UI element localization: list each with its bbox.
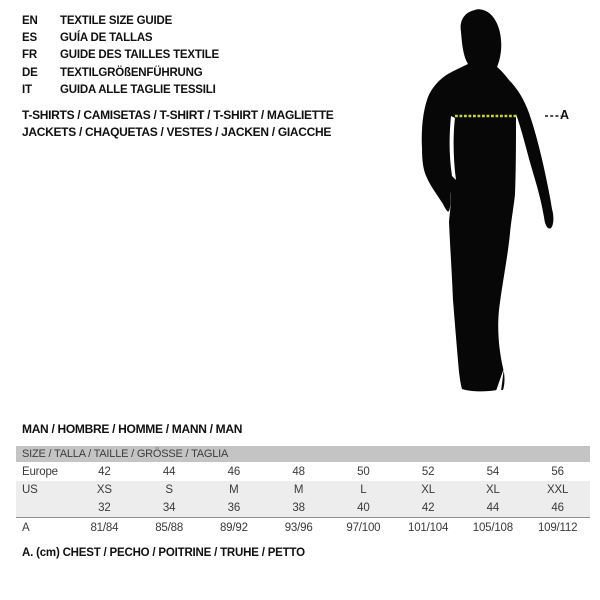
size-value: 56: [551, 465, 564, 478]
size-value: 36: [227, 502, 241, 514]
language-code: FR: [22, 49, 37, 62]
table-row-chest-cm: [16, 517, 590, 537]
size-value: XL: [486, 484, 500, 496]
language-code: IT: [22, 84, 32, 97]
size-value: 101/104: [408, 521, 449, 534]
size-value: 38: [292, 502, 305, 514]
size-table-header: SIZE / TALLA / TAILLE / GRÖSSE / TAGLIA: [16, 446, 590, 462]
size-value: 34: [162, 502, 176, 514]
row-label: US: [22, 484, 38, 496]
size-value: 42: [421, 502, 435, 514]
size-value: 48: [292, 465, 305, 478]
guide-title: GUIDA ALLE TAGLIE TESSILI: [60, 84, 216, 97]
size-value: 93/96: [284, 521, 313, 534]
size-value: 44: [486, 502, 500, 514]
category-line-jackets: JACKETS / CHAQUETAS / VESTES / JACKEN / GIACCHE: [22, 125, 332, 140]
size-value: 81/84: [90, 521, 119, 534]
size-value: 97/100: [346, 521, 381, 534]
guide-title: GUÍA DE TALLAS: [60, 32, 153, 45]
size-value: XXL: [547, 484, 569, 496]
size-value: M: [229, 484, 239, 496]
size-value: 44: [162, 465, 176, 478]
size-value: XS: [96, 484, 112, 496]
size-value: XL: [421, 484, 435, 496]
size-value: L: [360, 484, 367, 496]
language-code: DE: [22, 66, 38, 79]
measurement-a-label: A: [560, 108, 570, 122]
guide-title: TEXTILE SIZE GUIDE: [60, 14, 173, 27]
language-code: ES: [22, 32, 37, 45]
measurement-footnote: A. (cm) CHEST / PECHO / POITRINE / TRUHE / PETTO: [22, 547, 305, 559]
us-size-band: [16, 481, 590, 517]
size-value: S: [165, 484, 173, 496]
size-value: 50: [357, 465, 370, 478]
size-value: 40: [357, 502, 370, 514]
size-value: 105/108: [472, 521, 513, 534]
table-row-europe: [16, 462, 590, 481]
category-line-tshirts: T-SHIRTS / CAMISETAS / T-SHIRT / T-SHIRT / MAGLIETTE: [22, 108, 334, 122]
size-value: 42: [98, 465, 111, 478]
size-value: 46: [551, 502, 564, 514]
row-label: Europe: [22, 465, 58, 478]
size-table: [16, 446, 590, 537]
size-value: 89/92: [219, 521, 248, 534]
section-heading-man: MAN / HOMBRE / HOMME / MANN / MAN: [22, 422, 243, 436]
size-value: 85/88: [155, 521, 184, 534]
row-label: A: [22, 521, 30, 534]
size-value: M: [293, 484, 304, 496]
guide-title: TEXTILGRÖßENFÜHRUNG: [60, 66, 203, 79]
size-value: 52: [421, 465, 435, 478]
language-code: EN: [22, 14, 38, 27]
table-row-us-letter: [16, 481, 590, 499]
guide-title: GUIDE DES TAILLES TEXTILE: [60, 49, 219, 62]
size-value: 54: [486, 465, 500, 478]
size-value: 32: [98, 502, 111, 514]
table-row-us-numeric: [16, 499, 590, 517]
size-value: 46: [227, 465, 241, 478]
size-value: 109/112: [537, 521, 578, 534]
